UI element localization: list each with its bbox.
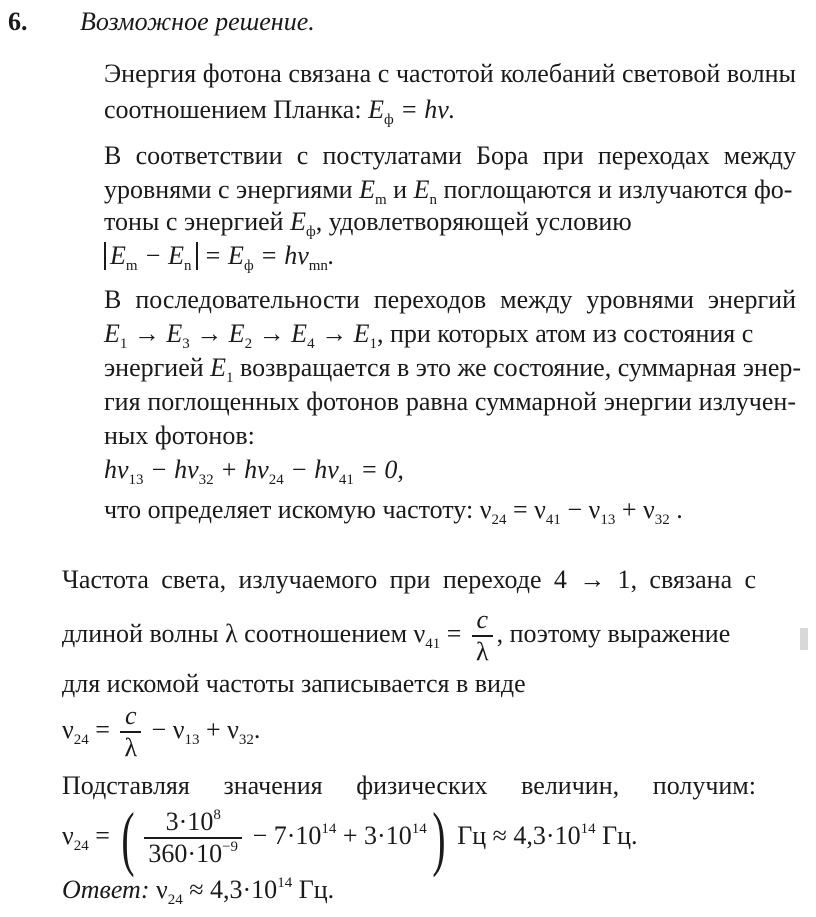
transition-41-text-b: , связана с bbox=[630, 565, 757, 594]
frequency-text: что определяет искомую частоту: bbox=[104, 495, 474, 524]
paragraph-1-line-1: Энергия фотона связана с частотой колебаний световой волны bbox=[104, 59, 796, 88]
return-text-a: энергией bbox=[104, 353, 204, 382]
return-text-b: возвращается в это же состояние, суммарная энер- bbox=[240, 353, 802, 382]
paragraph-3-line-5: ных фотонов: bbox=[104, 421, 255, 450]
paragraph-3-line-7 bbox=[104, 494, 683, 526]
problem-header bbox=[8, 6, 315, 38]
energy-e1: $E_1$ bbox=[210, 353, 234, 386]
lambda-symbol: λ bbox=[225, 619, 238, 648]
paragraph-3-line-4: гия поглощенных фотонов равна суммарной энергии излучен- bbox=[104, 387, 796, 416]
answer-line bbox=[62, 874, 334, 906]
paragraph-3-line-1: В последовательности переходов между уровнями энергий bbox=[104, 285, 796, 314]
transition-sequence: $E_1 \to E_3 \to E_2 \to E_4 \to E_1$ bbox=[104, 319, 377, 352]
energy-em: $E_m$ bbox=[359, 175, 387, 208]
wavelength-text-a: длиной волны bbox=[62, 619, 219, 648]
transition-text: , при которых атом из состояния с bbox=[376, 319, 754, 348]
bohr-text-b: и bbox=[393, 175, 408, 204]
photon-energy-text-b: , удовлетворяющей условию bbox=[315, 207, 632, 236]
paragraph-4-line-3: для искомой частоты записывается в виде bbox=[62, 669, 526, 698]
planck-text: соотношением Планка: bbox=[104, 95, 362, 124]
wavelength-text-c: , поэтому выражение bbox=[496, 619, 731, 648]
paragraph-4-line-2 bbox=[62, 604, 756, 667]
answer-value: $\nu_{24} \approx 4,3\cdot 10^{14}$ Гц. bbox=[155, 875, 335, 908]
photon-energy-text-a: тоны с энергией bbox=[104, 207, 284, 236]
paragraph-3-line-3 bbox=[104, 352, 802, 386]
energy-en: $E_n$ bbox=[413, 175, 437, 208]
wavelength-text-b: соотношением bbox=[244, 619, 408, 648]
planck-formula: $E_ф = h\nu$. bbox=[368, 95, 456, 128]
nu41-formula: $\nu_{41}$ = $\frac{c}{\lambda}$ bbox=[414, 619, 497, 648]
energy-balance-formula: $h\nu_{13} - h\nu_{32} + h\nu_{24} - h\nu_{41} = 0$, bbox=[104, 455, 404, 488]
paragraph-3-line-2 bbox=[104, 318, 753, 350]
problem-heading: Возможное решение. bbox=[80, 7, 315, 36]
problem-number: 6. bbox=[8, 7, 28, 36]
paragraph-5-line-1: Подставляя значения физических величин, получим: bbox=[62, 771, 756, 800]
paragraph-4-line-1 bbox=[62, 564, 756, 596]
transition-41-text-a: Частота света, излучаемого при переходе bbox=[62, 565, 542, 594]
nu24-expression: $\nu_{24}$ = $\frac{c}{\lambda}$ − $\nu_{13} + \nu_{32}$. bbox=[62, 701, 261, 763]
bohr-text-c: поглощаются и излучаются фо- bbox=[443, 175, 793, 204]
paragraph-2-line-1: В соответствии с постулатами Бора при переходах между bbox=[104, 141, 796, 170]
paragraph-1-line-2 bbox=[104, 94, 455, 126]
bohr-condition-formula: $E_m - E_n = E_ф = h\nu_{mn}$. bbox=[104, 240, 334, 272]
paragraph-2-line-3 bbox=[104, 206, 632, 238]
energy-ef: $E_ф$ bbox=[290, 207, 316, 240]
answer-label: Ответ: bbox=[62, 875, 150, 904]
scan-mark bbox=[800, 628, 808, 650]
paragraph-2-line-2 bbox=[104, 174, 796, 206]
frequency-formula: $\nu_{24} = \nu_{41} - \nu_{13} + \nu_{32}$ . bbox=[479, 495, 683, 528]
bohr-text-a: уровнями с энергиями bbox=[104, 175, 353, 204]
numeric-substitution-formula: $\nu_{24}$ = ( $\frac{3\cdot 10^8}{360\cdot 10^{-9}}$ − $7\cdot 10^{14} + 3\cdot 10^{14}$) Гц ≈ $4,3\cdot 10^{14}$ Гц. bbox=[62, 798, 638, 879]
transition-41: 4 → 1 bbox=[553, 565, 631, 594]
